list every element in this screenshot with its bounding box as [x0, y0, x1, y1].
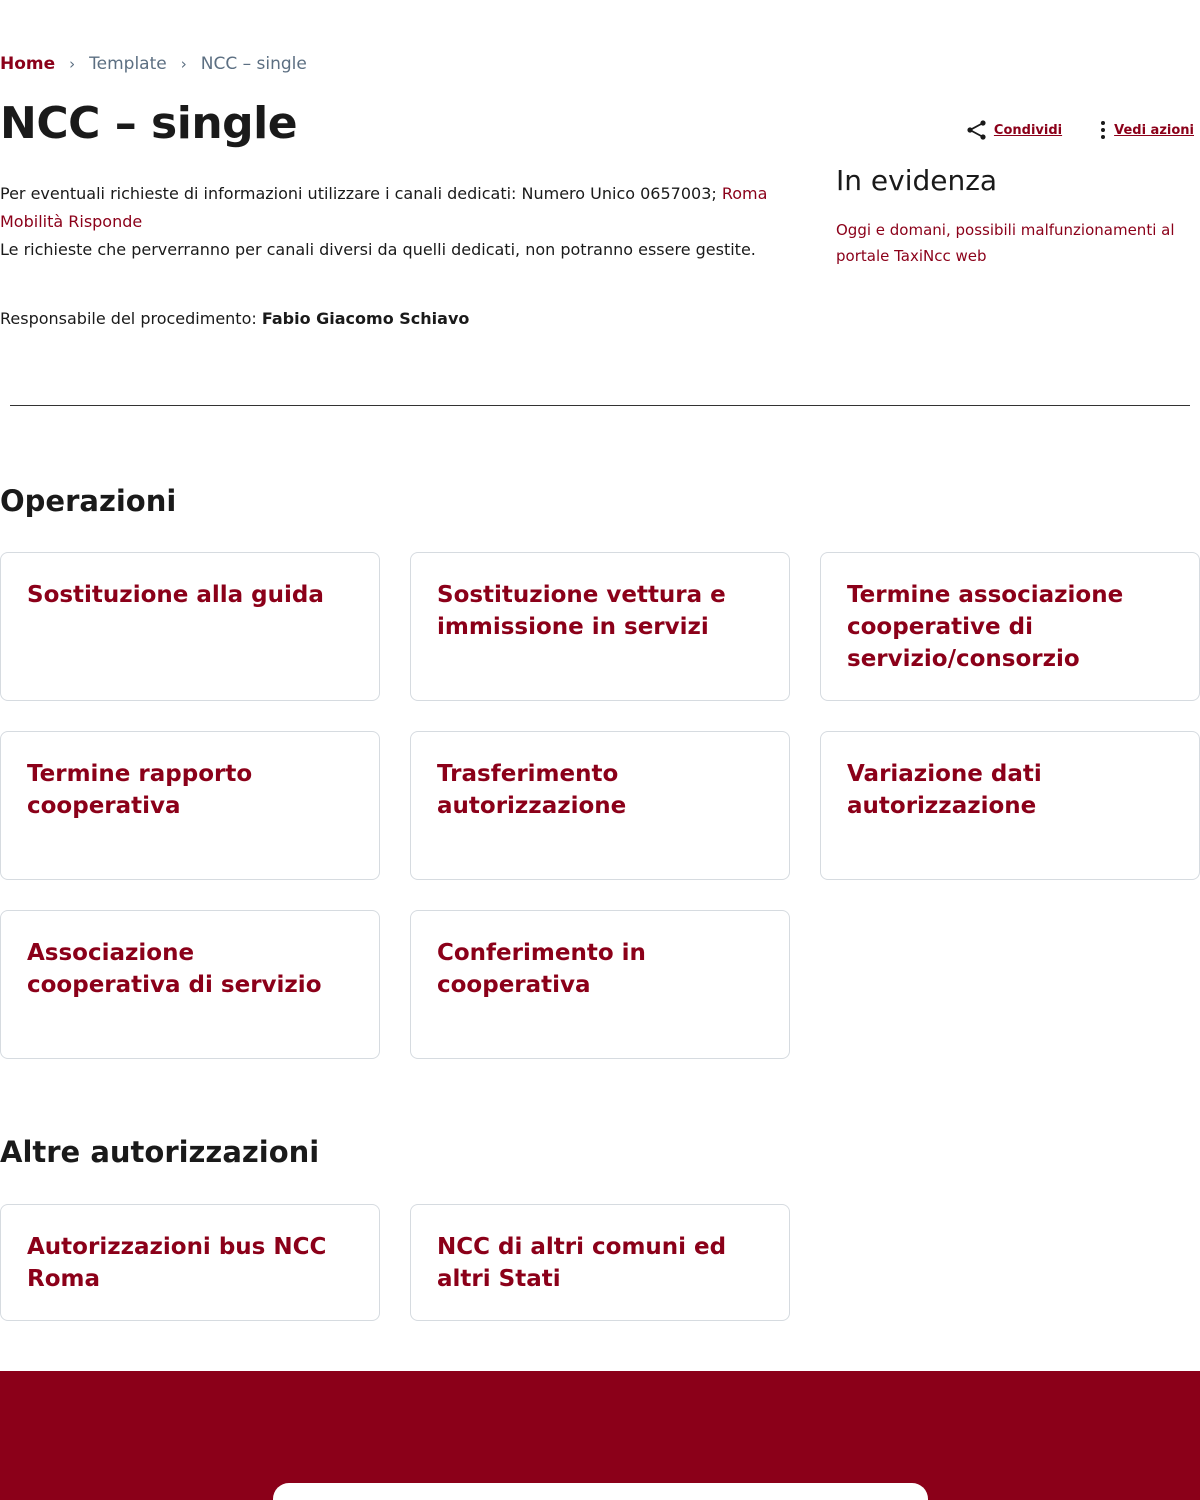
breadcrumb-separator: › [180, 55, 187, 73]
breadcrumb-separator: › [69, 55, 76, 73]
operazioni-title: Operazioni [0, 484, 177, 518]
operazione-card-title: Sostituzione alla guida [27, 582, 324, 608]
roma-mobilita-link[interactable]: Roma Mobilità Risponde [0, 184, 768, 231]
footer-band [0, 1371, 1200, 1500]
altre-autorizzazioni-title: Altre autorizzazioni [0, 1135, 320, 1169]
share-icon [966, 119, 988, 141]
share-label: Condividi [993, 122, 1063, 138]
more-actions-button[interactable] [1098, 119, 1194, 141]
share-button[interactable] [966, 119, 1062, 141]
in-evidenza-title: In evidenza [836, 164, 998, 197]
operazione-card[interactable] [410, 731, 790, 880]
operazione-card-title: Conferimento in cooperativa [437, 940, 646, 998]
autorizzazione-card[interactable] [410, 1204, 790, 1321]
operazione-card[interactable] [0, 552, 380, 701]
breadcrumb-home-link[interactable]: Home [0, 54, 56, 74]
operazione-card-title: Termine associazione cooperative di servizio/consorzio [847, 582, 1124, 672]
intro-text [0, 180, 770, 264]
page-actions [966, 119, 1194, 141]
operazione-card[interactable] [0, 910, 380, 1059]
operazione-card-title: Variazione dati autorizzazione [847, 761, 1042, 819]
in-evidenza [836, 164, 1176, 269]
operazione-card-title: Termine rapporto cooperativa [27, 761, 253, 819]
responsabile [0, 309, 469, 328]
operazione-card-title: Associazione cooperativa di servizio [27, 940, 322, 998]
more-actions-label: Vedi azioni [1114, 122, 1194, 138]
page-title: NCC – single [0, 98, 298, 149]
responsabile-name: Fabio Giacomo Schiavo [261, 309, 470, 328]
operazione-card[interactable] [410, 910, 790, 1059]
autorizzazione-card-title: Autorizzazioni bus NCC Roma [27, 1234, 327, 1292]
operazione-card[interactable] [820, 552, 1200, 701]
breadcrumb-current: NCC – single [200, 54, 307, 74]
breadcrumb [0, 54, 307, 74]
operazione-card[interactable] [410, 552, 790, 701]
operazione-card[interactable] [0, 731, 380, 880]
operazione-card-title: Sostituzione vettura e immissione in servizi [437, 582, 726, 640]
more-vertical-icon [1098, 119, 1108, 141]
autorizzazione-card[interactable] [0, 1204, 380, 1321]
divider [10, 405, 1190, 406]
intro-line2: Le richieste che perverranno per canali diversi da quelli dedicati, non potranno essere gestite. [0, 240, 756, 259]
operazione-card[interactable] [820, 731, 1200, 880]
footer-search-box[interactable] [273, 1483, 928, 1500]
autorizzazione-card-title: NCC di altri comuni ed altri Stati [437, 1234, 727, 1292]
breadcrumb-template-link[interactable]: Template [89, 54, 167, 74]
operazione-card-title: Trasferimento autorizzazione [437, 761, 627, 819]
responsabile-label: Responsabile del procedimento: [0, 309, 262, 328]
in-evidenza-link[interactable]: Oggi e domani, possibili malfunzionamenti al portale TaxiNcc web [836, 221, 1175, 265]
intro-line1: Per eventuali richieste di informazioni utilizzare i canali dedicati: Numero Unico 0657003; [0, 184, 722, 203]
